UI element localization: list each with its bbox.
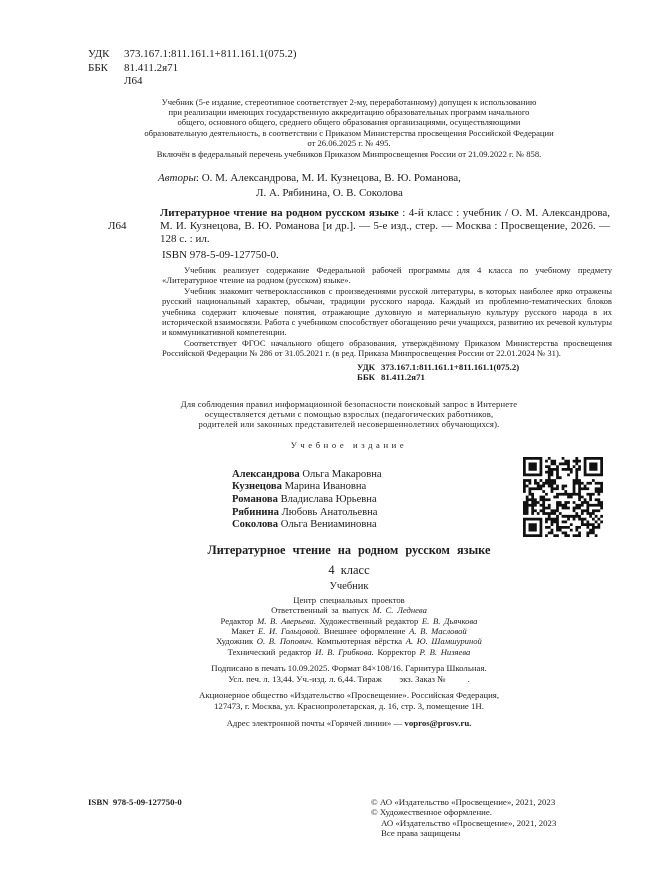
- credit-name: А. Ю. Шамшуриной: [405, 636, 482, 647]
- bbk-label: ББК: [88, 61, 108, 74]
- copyright-line: Все права защищены: [381, 828, 461, 839]
- qr-code: [523, 457, 603, 537]
- credit-name: Е. И. Гольцовой.: [257, 626, 321, 637]
- author-given-name: Ольга Макаровна: [302, 468, 382, 480]
- biblio-rest: : 4-й класс : учебник / О. М. Александрова, М. И. Кузнецова, В. Ю. Романова [и др.]. — 5-е изд., стер. — Москва : Просвещение, 2026. — 128 с. : ил.: [160, 206, 610, 245]
- author-names: [232, 469, 382, 532]
- hotline-email: [88, 718, 610, 729]
- credit-name: И. В. Грибкова.: [315, 646, 374, 657]
- biblio-code: Л64: [108, 219, 127, 232]
- print-line: Подписано в печать 10.09.2025. Формат 84×108/16. Гарнитура Школьная.: [211, 663, 487, 674]
- bottom-row: [88, 797, 610, 839]
- author-surname: Кузнецова: [232, 481, 282, 493]
- safety-note: [88, 399, 610, 430]
- book-title: Литературное чтение на родном русском языке: [207, 542, 491, 557]
- credit-name: О. В. Попович.: [256, 636, 314, 647]
- qr-modules: [523, 457, 603, 537]
- publisher-line: Акционерное общество «Издательство «Просвещение». Российская Федерация,: [198, 690, 500, 701]
- credits-center: Центр специальных проектов: [293, 594, 405, 605]
- copyright: [371, 797, 556, 839]
- approval-line: общего, основного общего, среднего общего образования организациями, осуществляющими: [177, 117, 521, 128]
- authors-label: Авторы: [158, 171, 196, 184]
- credit-label: Художник: [216, 636, 254, 647]
- credit-name: Р. В. Низяева: [419, 646, 471, 657]
- credits: [88, 595, 610, 657]
- book-kind: Учебник: [329, 580, 369, 592]
- authors: [158, 171, 610, 201]
- email-link[interactable]: vopros@prosv.ru.: [404, 717, 472, 728]
- author-given-name: Ольга Вениаминовна: [280, 519, 377, 531]
- author-surname: Александрова: [232, 468, 300, 480]
- credit-name: М. В. Аверьева.: [257, 615, 316, 626]
- publisher-info: [88, 690, 610, 711]
- print-info: [88, 663, 610, 684]
- author-given-name: Владислава Юрьевна: [280, 494, 377, 505]
- isbn-top: ISBN 978-5-09-127750-0.: [162, 248, 279, 261]
- biblio-title: Литературное чтение на родном русском языке: [160, 206, 399, 219]
- udk-label: УДК: [88, 48, 110, 60]
- udk-label: УДК: [357, 361, 375, 372]
- credit-name: А. В. Масловой: [409, 626, 467, 637]
- safety-line: родителей или законных представителей несовершеннолетних обучающихся).: [198, 419, 500, 430]
- author-given-name: Любовь Анатольевна: [281, 506, 378, 518]
- annotation: [162, 265, 612, 359]
- credit-label: Компьютерная вёрстка: [316, 636, 403, 647]
- copyright-line: АО «Издательство «Просвещение», 2021, 2023: [381, 817, 557, 828]
- bbk-value: 81.411.2я71: [381, 372, 425, 383]
- udk-value: 373.167.1:811.161.1+811.161.1(075.2): [124, 48, 297, 60]
- bibliographic-record: [108, 207, 610, 246]
- approval-line: Включён в федеральный перечень учебников Приказом Минпросвещения России от 21.09.2022 г. № 858.: [156, 148, 542, 159]
- credit-label: Художественный редактор: [319, 615, 419, 626]
- publisher-line: 127473, г. Москва, ул. Краснопролетарская, д. 16, стр. 3, помещение 1Н.: [214, 701, 484, 712]
- annotation-paragraph: Учебник знакомит четвероклассников с произведениями русской литературы, в которых наиболее ярко отражены русский национальный характер, обычаи, традиции русского народа. Каждый из проблемно-тематических блоков учебника содержит ключевые понятия, отражающие духовную и материальную культуру русского народа в их исторической взаимосвязи. Работа с учебником способствует обогащению речи учащихся, развитию их речевой культуры и коммуникативной компетенции.: [162, 285, 612, 338]
- udk-value: 373.167.1:811.161.1+811.161.1(075.2): [381, 361, 520, 372]
- safety-line: Для соблюдения правил информационной безопасности поисковый запрос в Интернете: [180, 398, 518, 409]
- copyright-line: © Художественное оформление.: [371, 807, 492, 818]
- credit-label: Ответственный за выпуск: [271, 605, 369, 616]
- udk-block-small: [357, 362, 610, 383]
- bbk-value: 81.411.2я71: [124, 61, 179, 74]
- credit-name: М. С. Леднева: [372, 605, 427, 616]
- email-label: Адрес электронной почты «Горячей линии» —: [226, 717, 405, 728]
- author-surname: Рябинина: [232, 506, 279, 518]
- approval-line: от 26.06.2025 г. № 495.: [307, 138, 391, 149]
- annotation-paragraph: Соответствует ФГОС начального общего образования, утверждённому Приказом Министерства просвещения Российской Федерации № 286 от 31.05.2021 г. (в ред. Приказа Минпросвещения России от 22.01.2024 № 31).: [162, 337, 612, 359]
- author-surname: Соколова: [232, 519, 279, 531]
- author-given-name: Марина Ивановна: [284, 481, 367, 493]
- authors-line: : О. М. Александрова, М. И. Кузнецова, В. Ю. Романова,: [195, 171, 461, 184]
- names-and-qr: [88, 457, 610, 537]
- isbn-bottom: ISBN 978-5-09-127750-0: [88, 796, 182, 807]
- credit-name: Е. В. Дьячкова: [421, 615, 478, 626]
- copyright-line: © АО «Издательство «Просвещение», 2021, 2023: [371, 796, 556, 807]
- approval-line: Учебник (5-е издание, стереотипное соответствует 2-му, переработанному) допущен к использованию: [161, 96, 537, 107]
- credit-label: Внешнее оформление: [323, 626, 406, 637]
- approval-note: [88, 97, 610, 159]
- approval-line: при реализации имеющих государственную аккредитацию образовательных программ начального: [168, 106, 530, 117]
- edition-type: Учебное издание: [290, 439, 408, 450]
- approval-line: образовательную деятельность, в соответствии с Приказом Министерства просвещения Российской Федерации: [144, 127, 554, 138]
- bbk-label: ББК: [357, 372, 376, 383]
- credit-label: Корректор: [377, 646, 416, 657]
- annotation-paragraph: Учебник реализует содержание Федеральной рабочей программы для 4 класса по учебному предмету «Литературное чтение на родном (русском) языке».: [162, 264, 612, 286]
- udk-block: [88, 48, 610, 89]
- credit-label: Макет: [231, 626, 255, 637]
- author-code: Л64: [124, 75, 143, 87]
- credit-label: Технический редактор: [227, 646, 312, 657]
- safety-line: осуществляется детьми с помощью взрослых (педагогических работников,: [204, 409, 494, 419]
- print-line: Усл. печ. л. 13,44. Уч.-изд. л. 6,44. Тираж экз. Заказ № .: [228, 673, 470, 684]
- credit-label: Редактор: [220, 615, 254, 626]
- author-surname: Романова: [232, 494, 278, 505]
- authors-line: Л. А. Рябинина, О. В. Соколова: [256, 186, 403, 199]
- grade: 4 класс: [328, 562, 370, 577]
